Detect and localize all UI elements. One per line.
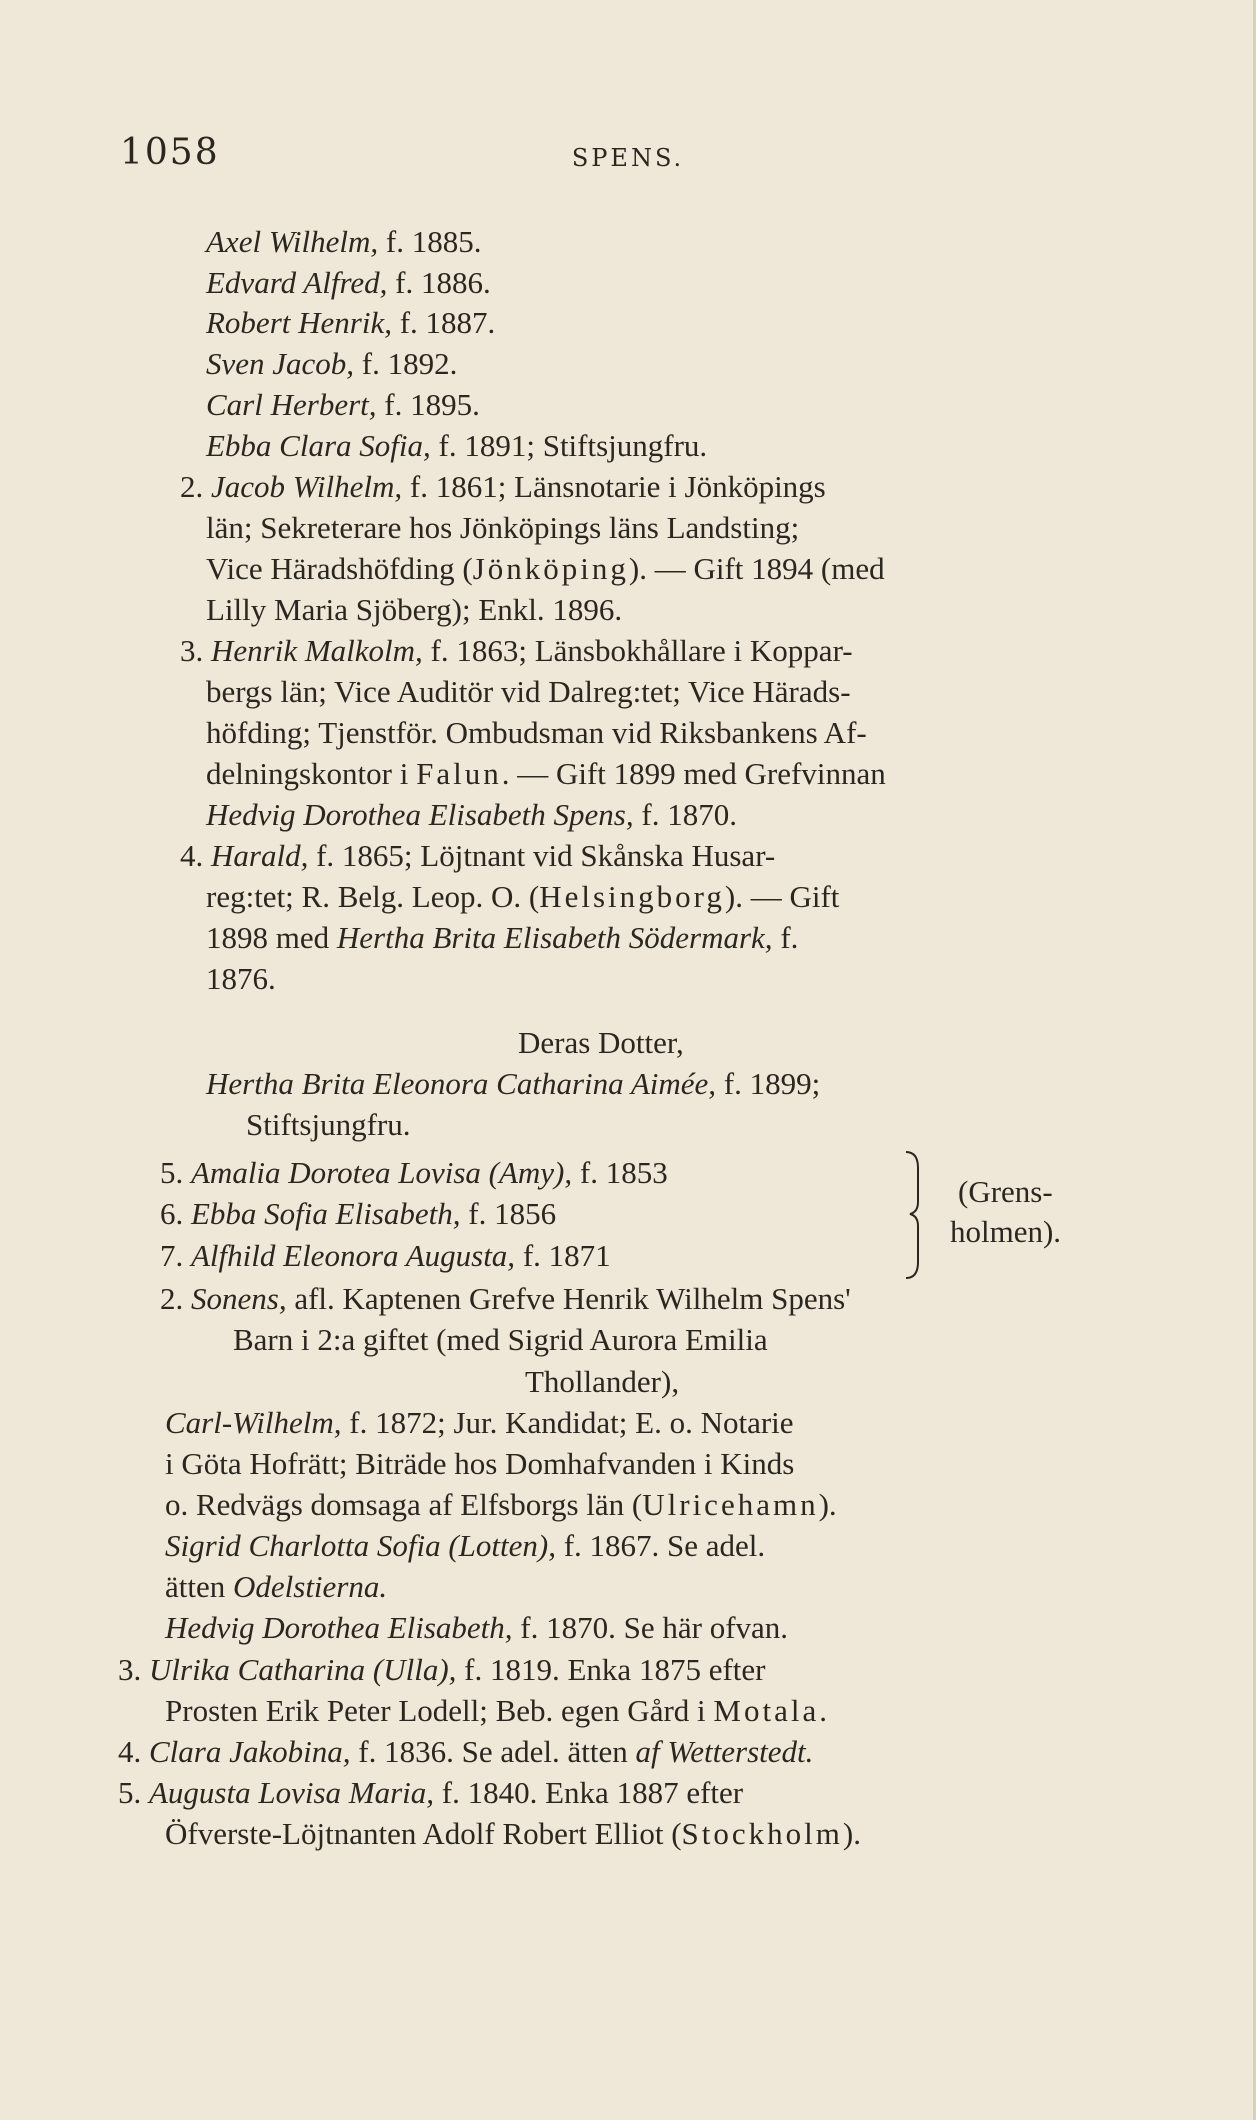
text-line [118,1773,743,1813]
text-line [118,1732,813,1772]
text-run: ätten [165,1569,233,1604]
italic-name: Alfhild Eleonora Augusta, [191,1238,516,1273]
italic-name: Sonens, [191,1281,287,1316]
text-run: o. Redvägs domsaga af Elfsborgs län ( [165,1487,643,1522]
text-line [206,549,885,589]
italic-name: Clara Jakobina, [149,1734,351,1769]
text-run: afl. Kaptenen Grefve Henrik Wilhelm Spens' [286,1281,851,1316]
text-run: Öfverste-Löjtnanten Adolf Robert Elliot ( [165,1816,682,1851]
text-line [165,1403,794,1443]
text-run: f. 1819. Enka 1875 efter [456,1652,766,1687]
italic-name: Hedvig Dorothea Elisabeth Spens, [206,797,634,832]
text-run: ). [818,1487,837,1522]
text-line [206,918,798,958]
spaced-place: Jönköping [472,551,629,586]
text-run: f. 1863; Länsbokhållare i Koppar- [422,633,853,668]
text-run: f. 1887. [391,305,496,340]
italic-name: Axel Wilhelm, [206,224,379,259]
text-line [206,795,737,835]
text-line [206,263,491,303]
text-line [160,1194,556,1234]
text-run: f. 1870. Se här ofvan. [512,1610,789,1645]
text-line [160,1236,611,1276]
text-line [165,1444,794,1484]
text-run: ). — Gift [724,879,840,914]
text-line [246,1105,410,1145]
text-run: . [819,1693,827,1728]
italic-name: Harald, [211,838,309,873]
text-run: f. 1885. [378,224,482,259]
text-run: Deras Dotter, [518,1025,684,1060]
italic-name: Robert Henrik, [206,305,392,340]
text-line [180,631,853,671]
spaced-place: Motala [713,1693,820,1728]
bracket-note-line1: (Grens- [958,1174,1053,1209]
text-run: Barn i 2:a giftet (med Sigrid Aurora Emilia [233,1322,768,1357]
text-run: 1876. [206,961,276,996]
text-run: 4. [118,1734,149,1769]
text-run: f. 1895. [376,387,480,422]
text-run: f. 1856 [460,1196,557,1231]
spaced-place: Helsingborg [539,879,725,914]
text-line [206,672,851,712]
text-line [165,1608,788,1648]
text-run: ). [842,1816,861,1851]
text-run: 6. [160,1196,191,1231]
italic-name: Ulrika Catharina (Ulla), [149,1652,457,1687]
italic-name: Sven Jacob, [206,346,355,381]
page-header [120,132,1136,182]
spaced-place: Stockholm [681,1816,843,1851]
text-line [206,508,799,548]
text-line [206,590,622,630]
text-run: Prosten Erik Peter Lodell; Beb. egen Gård i [165,1693,714,1728]
text-line [206,959,276,999]
text-run: f. 1886. [387,265,491,300]
text-run: höfding; Tjenstför. Ombudsman vid Riksbankens Af- [206,715,867,750]
text-line [206,426,707,466]
spaced-place: Ulricehamn [642,1487,819,1522]
text-line [165,1814,861,1854]
italic-name: af Wetterstedt. [635,1734,814,1769]
italic-name: Sigrid Charlotta Sofia (Lotten), [165,1528,556,1563]
text-run: län; Sekreterare hos Jönköpings läns Landsting; [206,510,800,545]
text-line [160,1279,851,1319]
running-head: SPENS. [571,144,685,172]
text-run: f. 1899; [716,1066,821,1101]
text-line [206,385,480,425]
text-run: 2. [180,469,211,504]
text-run: f. 1861; Länsnotarie i Jönköpings [402,469,826,504]
text-run: f. 1871 [515,1238,611,1273]
text-line [525,1362,679,1402]
text-run: f. 1865; Löjtnant vid Skånska Husar- [308,838,776,873]
italic-name: Hedvig Dorothea Elisabeth, [165,1610,513,1645]
text-line [206,344,457,384]
italic-name: Amalia Dorotea Lovisa (Amy), [191,1155,573,1190]
text-run: f. 1853 [572,1155,668,1190]
text-run: f. 1892. [354,346,458,381]
text-line [165,1567,387,1607]
italic-name: Odelstierna. [233,1569,388,1604]
text-run: 3. [118,1652,149,1687]
text-line [206,754,886,794]
text-line [180,467,826,507]
text-run: f. 1891; Stiftsjungfru. [430,428,708,463]
text-run: 1898 med [206,920,337,955]
text-run: ). — Gift 1894 (med [628,551,885,586]
italic-name: Ebba Clara Sofia, [206,428,431,463]
text-run: f. 1870. [633,797,737,832]
italic-name: Hertha Brita Elisabeth Södermark, [336,920,773,955]
text-run: 5. [160,1155,191,1190]
italic-name: Carl-Wilhelm, [165,1405,342,1440]
text-run: 5. [118,1775,149,1810]
text-line [206,713,867,753]
text-line [165,1526,765,1566]
text-run: f. 1836. Se adel. ätten [350,1734,636,1769]
text-run: 7. [160,1238,191,1273]
italic-name: Edvard Alfred, [206,265,388,300]
italic-name: Henrik Malkolm, [211,633,423,668]
spaced-place: Falun [416,756,502,791]
text-run: . — Gift 1899 med Grefvinnan [501,756,886,791]
text-line [165,1485,837,1525]
italic-name: Hertha Brita Eleonora Catharina Aimée, [206,1066,717,1101]
text-run: reg:tet; R. Belg. Leop. O. ( [206,879,540,914]
text-run: 2. [160,1281,191,1316]
text-run: Vice Häradshöfding ( [206,551,473,586]
text-run: delningskontor i [206,756,417,791]
text-run: bergs län; Vice Auditör vid Dalreg:tet; Vice Härads- [206,674,851,709]
text-line [206,1064,820,1104]
text-line [118,1650,765,1690]
text-run: 4. [180,838,211,873]
text-run: f. 1840. Enka 1887 efter [434,1775,744,1810]
italic-name: Carl Herbert, [206,387,377,422]
text-line [206,877,839,917]
italic-name: Ebba Sofia Elisabeth, [191,1196,461,1231]
text-line [206,222,482,262]
italic-name: Augusta Lovisa Maria, [149,1775,435,1810]
bracket-note-line2: holmen). [950,1214,1062,1249]
text-run: Thollander), [525,1364,680,1399]
page-number: 1058 [120,132,220,173]
text-run: f. 1867. Se adel. [555,1528,766,1563]
text-line [233,1320,768,1360]
text-line [180,836,775,876]
text-line [160,1153,668,1193]
text-run: Stiftsjungfru. [246,1107,411,1142]
text-run: Lilly Maria Sjöberg); Enkl. 1896. [206,592,623,627]
text-run: 3. [180,633,211,668]
text-line [518,1023,684,1063]
text-run: f. [772,920,799,955]
text-line [206,303,495,343]
text-run: i Göta Hofrätt; Biträde hos Domhafvanden i Kinds [165,1446,795,1481]
italic-name: Jacob Wilhelm, [211,469,403,504]
grouping-brace [902,1150,924,1280]
text-run: f. 1872; Jur. Kandidat; E. o. Notarie [341,1405,794,1440]
text-line [165,1691,827,1731]
